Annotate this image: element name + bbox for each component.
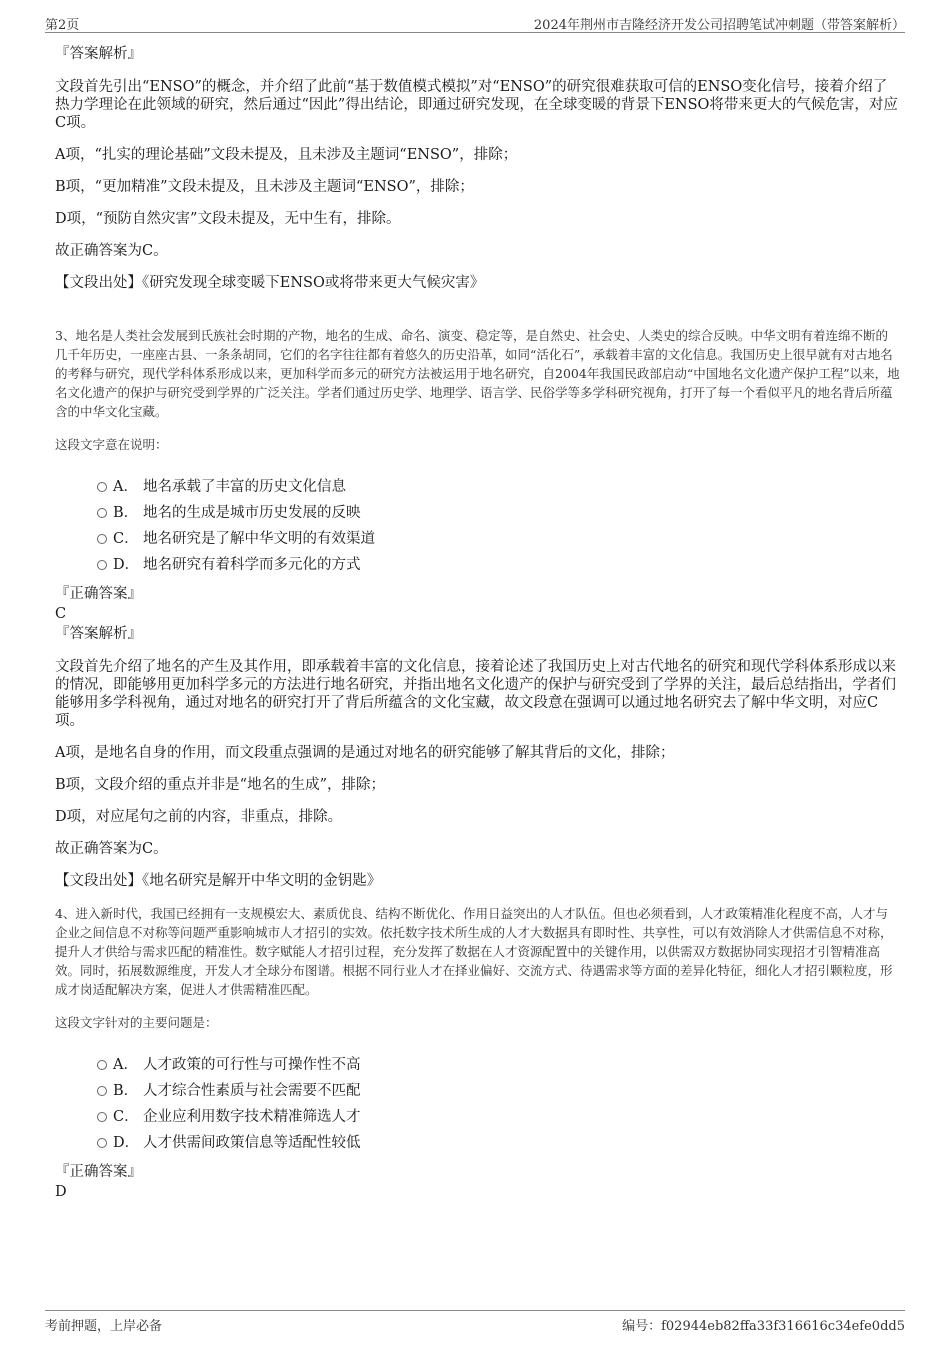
option-b-explanation: B项，文段介绍的重点并非是“地名的生成”，排除；	[55, 777, 385, 793]
question-4-passage: 4、进入新时代，我国已经拥有一支规模宏大、素质优良、结构不断优化、作用日益突出的人才队伍。但也必须看到，人才政策精准化程度不高，人才与企业之间信息不对称等问题严重影响城市人才招引的实效。依托数字技术所生成的人才大数据具有即时性、共享性，可以有效消除人才供需信息不对称，提升人才供给与需求匹配的精准性。数字赋能人才招引过程，充分发挥了数据在人才资源配置中的关键作用，以供需双方数据协同实现招才引智精准高效。同时，拓展数源维度，开发人才全球分布图谱。根据不同行业人才在择业偏好、交流方式、待遇需求等方面的差异化特征，细化人才招引颗粒度，形成才岗适配解决方案，促进人才供需精准匹配。	[55, 906, 893, 997]
option-c[interactable]	[55, 526, 900, 552]
option-letter: C．	[113, 531, 139, 547]
correct-answer-label: 『正确答案』	[55, 1164, 142, 1180]
page-content	[55, 44, 900, 1202]
question-3-options	[55, 474, 900, 578]
question-4-prompt: 这段文字针对的主要问题是：	[55, 1015, 218, 1030]
passage-source: 【文段出处】《地名研究是解开中华文明的金钥匙》	[55, 873, 382, 889]
page-footer	[45, 1310, 905, 1333]
option-letter: C．	[113, 1109, 139, 1125]
option-a[interactable]	[55, 474, 900, 500]
correct-answer: C	[55, 606, 67, 622]
answer-analysis-text: 文段首先引出“ENSO”的概念，并介绍了此前“基于数值模式模拟”对“ENSO”的研究很难获取可信的ENSO变化信号，接着介绍了热力学理论在此领域的研究，然后通过“因此”得出结论，即通过研究发现，在全球变暖的背景下ENSO将带来更大的气候危害，对应C项。	[55, 79, 898, 131]
radio-icon[interactable]	[97, 534, 107, 544]
answer-conclusion: 故正确答案为C。	[55, 841, 168, 857]
option-c[interactable]	[55, 1104, 900, 1130]
option-d-explanation: D项，“预防自然灾害”文段未提及，无中生有，排除。	[55, 211, 401, 227]
radio-icon[interactable]	[97, 1060, 107, 1070]
option-a-explanation: A项，是地名自身的作用，而文段重点强调的是通过对地名的研究能够了解其背后的文化，排除；	[55, 745, 675, 761]
radio-icon[interactable]	[97, 482, 107, 492]
answer-analysis-text: 文段首先介绍了地名的产生及其作用，即承载着丰富的文化信息，接着论述了我国历史上对古代地名的研究和现代学科体系形成以来的情况，即能够用更加科学多元的方法进行地名研究，并指出地名文化遗产的保护与研究受到了学界的关注，最后总结指出，学者们能够用多学科视角，通过对地名的研究打开了背后所蕴含的文化宝藏，故文段意在强调可以通过地名研究去了解中华文明，对应C项。	[55, 659, 896, 729]
option-d[interactable]	[55, 552, 900, 578]
page-header	[45, 12, 905, 33]
option-letter: D．	[113, 557, 140, 573]
option-b[interactable]	[55, 500, 900, 526]
option-a[interactable]	[55, 1052, 900, 1078]
footer-slogan: 考前押题，上岸必备	[45, 1319, 163, 1334]
option-text: 人才供需间政策信息等适配性较低	[143, 1135, 361, 1151]
document-title: 2024年荆州市吉隆经济开发公司招聘笔试冲刺题（带答案解析）	[533, 18, 905, 33]
option-text: 企业应利用数字技术精准筛选人才	[143, 1109, 361, 1125]
radio-icon[interactable]	[97, 1086, 107, 1096]
option-text: 地名承载了丰富的历史文化信息	[143, 479, 346, 495]
answer-conclusion: 故正确答案为C。	[55, 243, 168, 259]
option-text: 人才政策的可行性与可操作性不高	[143, 1057, 361, 1073]
option-d[interactable]	[55, 1130, 900, 1156]
option-letter: A．	[113, 479, 138, 495]
question-3-prompt: 这段文字意在说明：	[55, 437, 168, 452]
option-letter: B．	[113, 505, 139, 521]
option-text: 地名研究是了解中华文明的有效渠道	[143, 531, 375, 547]
option-text: 人才综合性素质与社会需要不匹配	[143, 1083, 361, 1099]
answer-analysis-label: 『答案解析』	[55, 626, 142, 642]
option-b[interactable]	[55, 1078, 900, 1104]
passage-source: 【文段出处】《研究发现全球变暖下ENSO或将带来更大气候灾害》	[55, 275, 485, 291]
document-code: 编号：f02944eb82ffa33f316616c34efe0dd5	[622, 1319, 905, 1334]
option-letter: B．	[113, 1083, 139, 1099]
page-number: 第2页	[45, 18, 80, 33]
radio-icon[interactable]	[97, 560, 107, 570]
radio-icon[interactable]	[97, 1112, 107, 1122]
radio-icon[interactable]	[97, 508, 107, 518]
question-4-options	[55, 1052, 900, 1156]
option-text: 地名研究有着科学而多元化的方式	[143, 557, 361, 573]
option-letter: A．	[113, 1057, 138, 1073]
option-letter: D．	[113, 1135, 140, 1151]
option-a-explanation: A项，“扎实的理论基础”文段未提及，且未涉及主题词“ENSO”，排除；	[55, 147, 518, 163]
correct-answer-label: 『正确答案』	[55, 586, 142, 602]
option-d-explanation: D项，对应尾句之前的内容，非重点，排除。	[55, 809, 343, 825]
radio-icon[interactable]	[97, 1138, 107, 1148]
question-3-passage: 3、地名是人类社会发展到氏族社会时期的产物，地名的生成、命名、演变、稳定等，是自然史、社会史、人类史的综合反映。中华文明有着连绵不断的几千年历史，一座座古县、一条条胡同，它们的名字往往都有着悠久的历史沿革，如同“活化石”，承载着丰富的文化信息。我国历史上很早就有对古地名的考释与研究，现代学科体系形成以来，更加科学而多元的研究方法被运用于地名研究，自2004年我国民政部启动“中国地名文化遗产保护工程”以来，地名文化遗产的保护与研究受到学界的广泛关注。学者们通过历史学、地理学、语言学、民俗学等多学科研究视角，打开了每一个看似平凡的地名背后所蕴含的中华文化宝藏。	[55, 328, 900, 419]
option-text: 地名的生成是城市历史发展的反映	[143, 505, 361, 521]
answer-analysis-label: 『答案解析』	[55, 46, 142, 62]
option-b-explanation: B项，“更加精准”文段未提及，且未涉及主题词“ENSO”，排除；	[55, 179, 474, 195]
correct-answer: D	[55, 1184, 67, 1200]
